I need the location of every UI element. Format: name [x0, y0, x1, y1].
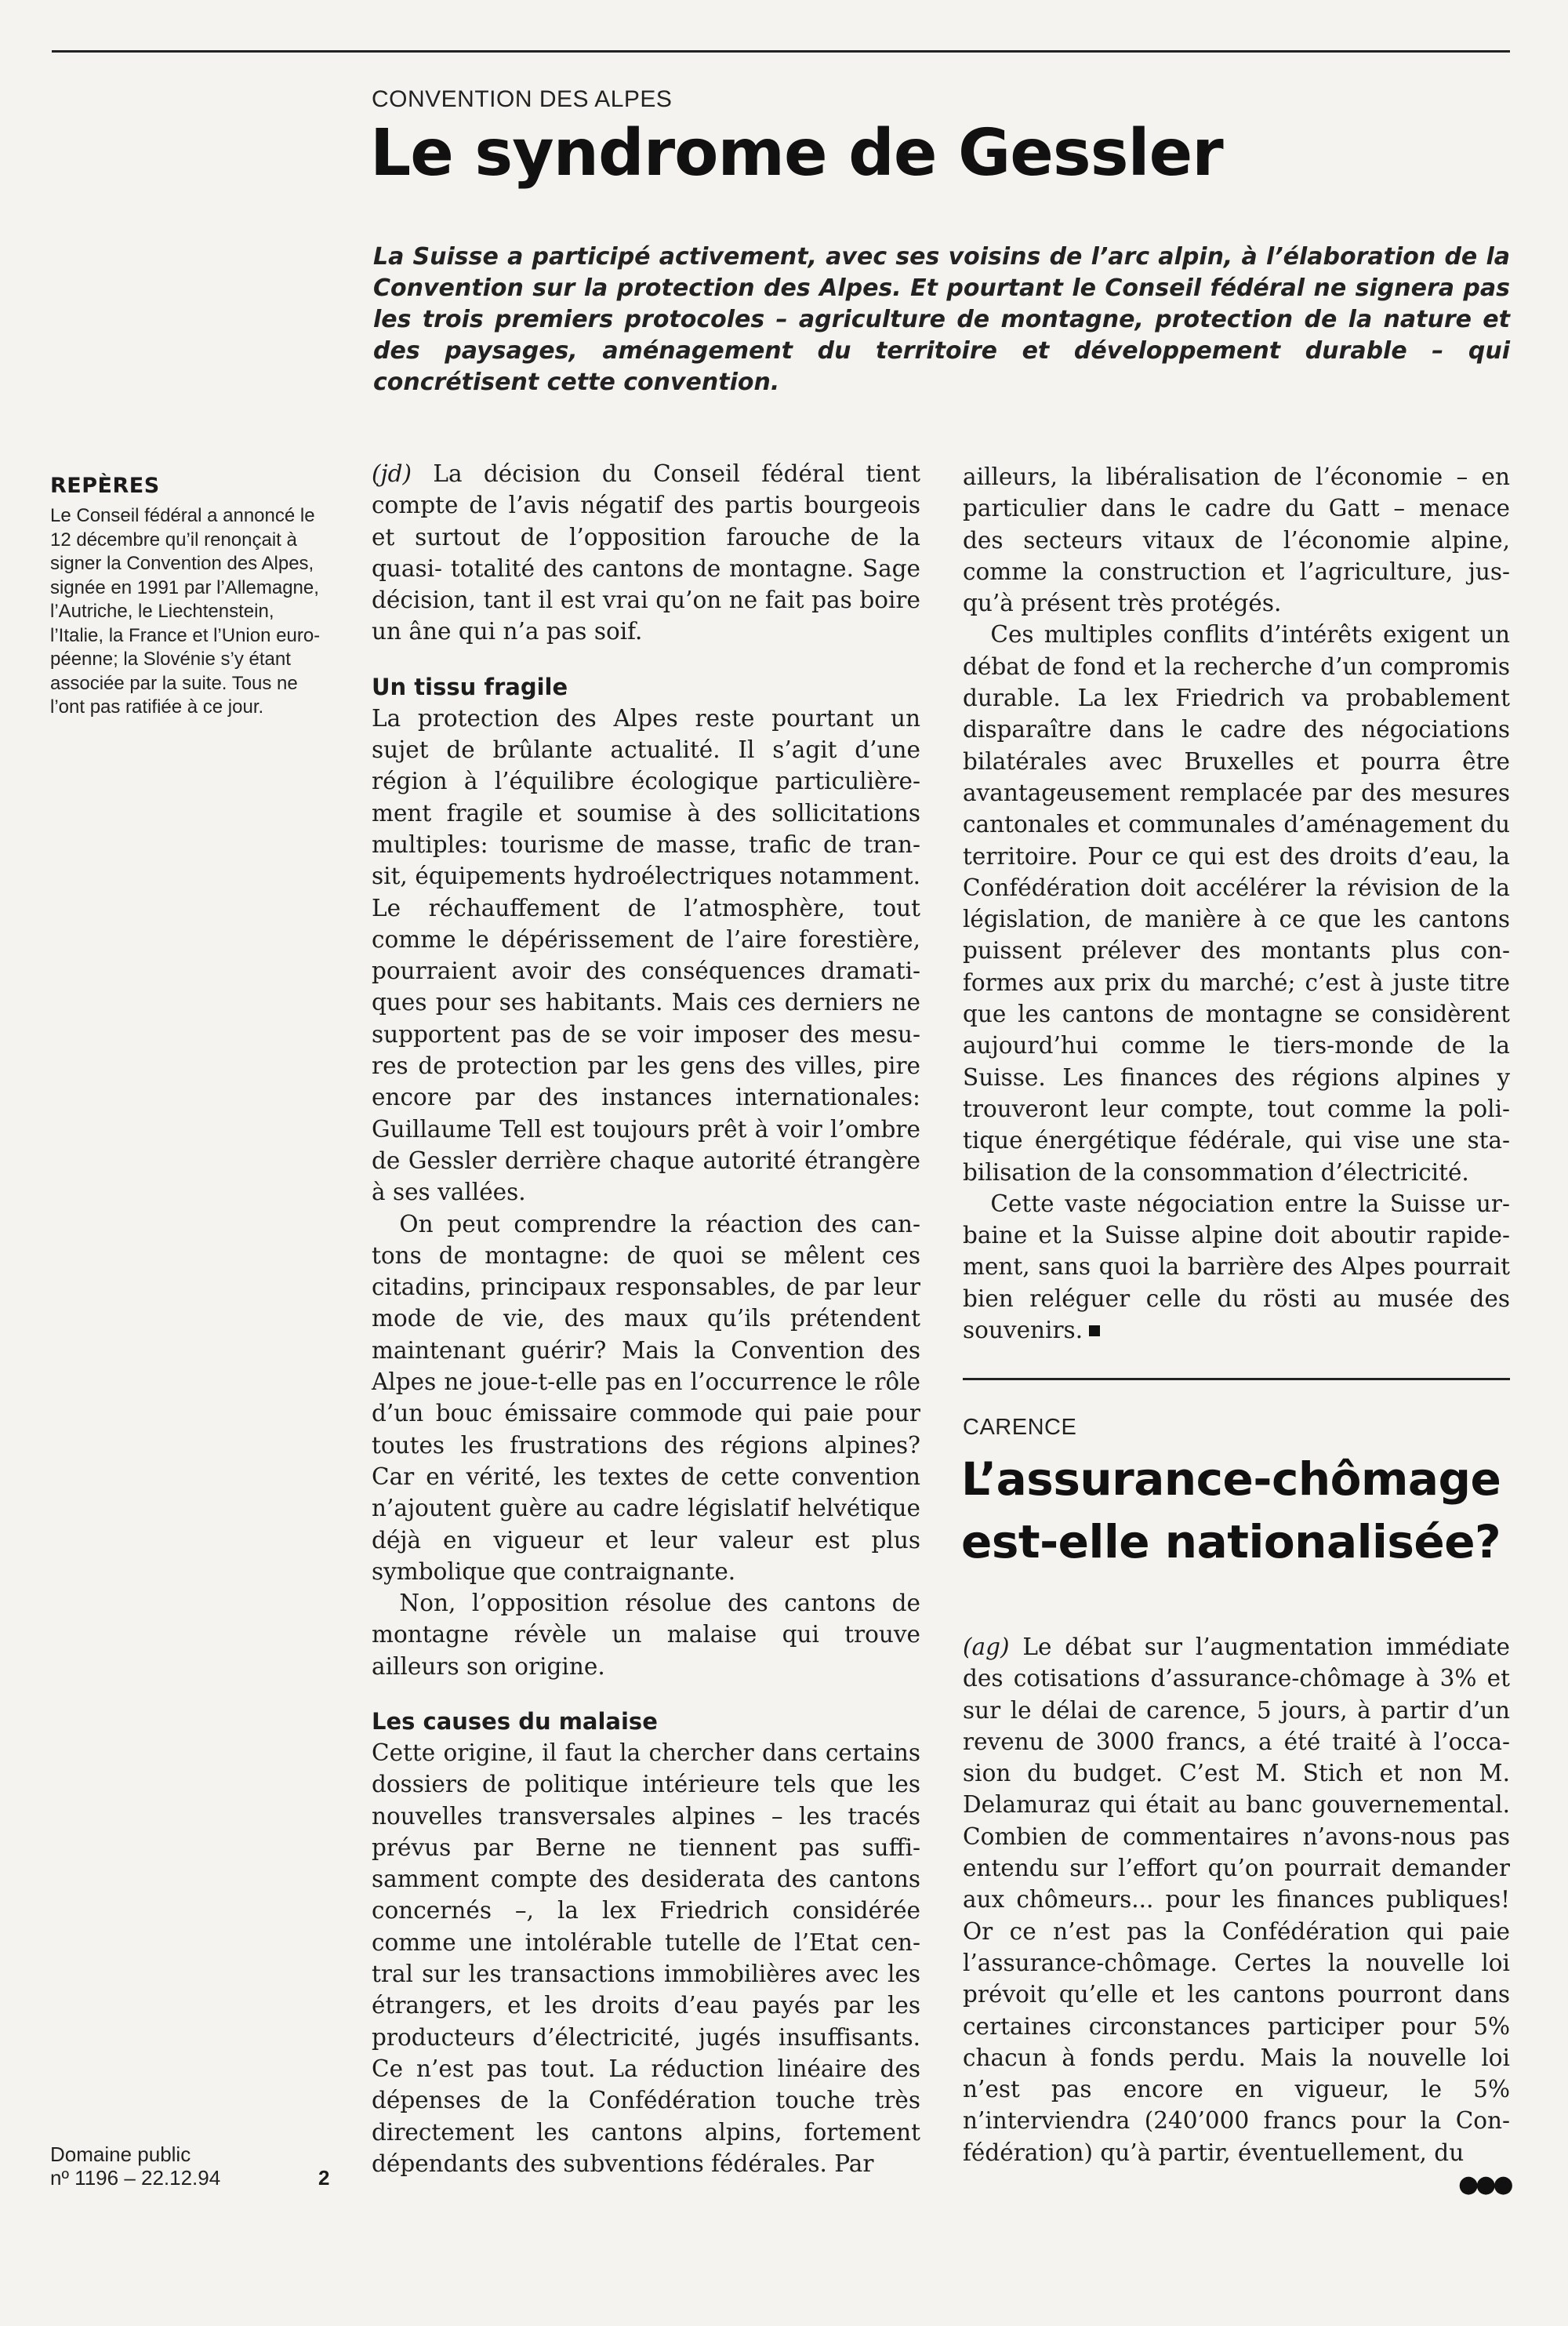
article-kicker: CONVENTION DES ALPES — [372, 86, 673, 112]
article-paragraph: La protection des Alpes reste pourtant un sujet de brûlante actualité. Il s’agit d’une région à l’équilibre écologique particulièrement fragile et soumise à des sollicitations multiples: tourisme de masse, trafic de transit, équipements hydroélectriques notamment. Le réchauffement de l’atmosphère, tout comme le dépérissement de l’aire forestière, pourraient avoir des conséquences dramatiques pour ses habitants. Mais ces derniers ne supportent pas de se voir imposer des mesures de protection par les gens des villes, pire encore par des instances internationales: Guillaume Tell est toujours prêt à voir l’ombre de Gessler derrière chaque autorité étrangère à ses vallées. — [372, 704, 920, 1206]
article-paragraph: Ces multiples conflits d’intérêts exigent un débat de fond et la recherche d’un compromis durable. La lex Friedrich va probablement disparaître dans le cadre des négociations bilatérales avec Bruxelles et pourra être avantageusement remplacée par des mesures cantonales et communales d’aménagement du territoire. Pour ce qui est des droits d’eau, la Confédération doit accélérer la révision de la législation, de manière à ce que les cantons puissent prélever des montants plus conformes aux prix du marché; c’est à juste titre que les cantons de montagne se considèrent aujourd’hui comme le tiers-monde de la Suisse. Les finances des régions alpines y trouveront leur compte, tout comme la politique énergétique fédérale, qui vise une stabilisation de la consommation d’électricité. — [963, 621, 1510, 1186]
sidebar-reperes — [50, 474, 329, 720]
article-paragraph: On peut comprendre la réaction des cantons de montagne: de quoi se mêlent ces citadins, principaux responsables, de par leur mode de vie, des maux qu’ils prétendent maintenant guérir? Mais la Convention des Alpes ne joue-t-elle pas en l’occurrence le rôle d’un bouc émissaire commode qui paie pour toutes les frustrations des régions alpines? Car en vérité, les textes de cette convention n’ajoutent guère au cadre législatif helvétique déjà en vigueur et leur valeur est plus symbolique que contraignante. — [372, 1210, 920, 1585]
byline: (ag) — [963, 1634, 1010, 1660]
article-paragraph: Non, l’opposition résolue des cantons de montagne révèle un malaise qui trouve ailleurs son origine. — [372, 1590, 920, 1680]
section-heading: Un tissu fragile — [372, 673, 568, 700]
section-heading: Les causes du malaise — [372, 1707, 658, 1735]
article-paragraph: Cette vaste négociation entre la Suisse urbaine et la Suisse alpine doit aboutir rapidement, sans quoi la barrière des Alpes pourrait bien reléguer celle du rösti au musée des souvenirs. — [963, 1190, 1510, 1344]
article-paragraph: ailleurs, la libéralisation de l’économie – en particulier dans le cadre du Gatt – menace des secteurs vitaux de l’économie alpine, comme la construction et l’agriculture, jusqu’à présent très protégés. — [963, 463, 1510, 617]
issue-info: nº 1196 – 22.12.94 — [50, 2166, 221, 2190]
article-column-1 — [372, 458, 920, 2179]
top-rule — [52, 50, 1510, 53]
article-divider — [963, 1378, 1510, 1380]
article2-title: L’assurance-chômage est-elle nationalisée? — [961, 1452, 1501, 1568]
continued-icon: ●●● — [1458, 2171, 1511, 2198]
end-of-article-icon — [1089, 1325, 1100, 1336]
article-paragraph: (ag) Le débat sur l’augmentation immédiate des cotisations d’assurance-chômage à 3% et sur le délai de carence, 5 jours, à partir d’un revenu de 3000 francs, a été traité à l’occasion du budget. C’est M. Stich et non M. Delamuraz qui était au banc gouvernemental. Combien de commentaires n’avons-nous pas entendu sur l’effort qu’on pourrait demander aux chômeurs... pour les finances publiques! Or ce n’est pas la Confédération qui paie l’assurance-chômage. Certes la nouvelle loi prévoit qu’elle et les cantons pourront dans certaines circonstances participer pour 5% chacun à fonds perdu. Mais la nouvelle loi n’est pas encore en vigueur, le 5% n’interviendra (240’000 francs pour la Confédération) qu’à partir, éventuellement, du — [963, 1634, 1510, 2166]
footer-publication — [50, 2142, 220, 2190]
article2-kicker: CARENCE — [963, 1415, 1077, 1440]
article-paragraph: Cette origine, il faut la chercher dans certains dossiers de politique intérieure tels que les nouvelles transversales alpines – les tracés prévus par Berne ne tiennent pas suffisamment compte des desiderata des cantons concernés –, la lex Friedrich considérée comme une intolérable tutelle de l’Etat central sur les transactions immobilières avec les étrangers, et les droits d’eau payés par les producteurs d’électricité, jugés insuffisants. Ce n’est pas tout. La réduction linéaire des dépenses de la Confédération touche très directement les cantons alpins, fortement dépendants des subventions fédérales. Par — [372, 1739, 920, 2177]
article-lead: La Suisse a participé activement, avec ses voisins de l’arc alpin, à l’élaboration de la Convention sur la protection des Alpes. Et pourtant le Conseil fédéral ne signera pas les trois premiers protocoles – agriculture de montagne, protection de la nature et des paysages, aménagement du territoire et développement durable – qui concrétisent cette convention. — [373, 243, 1510, 396]
sidebar-heading: REPÈRES — [50, 474, 160, 498]
sidebar-text: Le Conseil fédéral a annoncé le 12 décembre qu’il renonçait à signer la Convention des Alpes, signée en 1991 par l’Allemagne, l’Autriche, le Liechtenstein, l’Italie, la France et l’Union européenne; la Slovénie s’y étant associée par la suite. Tous ne l’ont pas ratifiée à ce jour. — [50, 505, 321, 718]
article-paragraph: (jd) La décision du Conseil fédéral tient compte de l’avis négatif des partis bourgeois et surtout de l’opposition farouche de la quasi- totalité des cantons de montagne. Sage décision, tant il est vrai qu’on ne fait pas boire un âne qui n’a pas soif. — [372, 460, 920, 645]
article-title: Le syndrome de Gessler — [370, 116, 1223, 191]
article2-column — [963, 1631, 1510, 2168]
byline: (jd) — [372, 460, 412, 487]
article-column-2 — [963, 461, 1510, 1346]
page-number: 2 — [318, 2166, 330, 2190]
publication-name: Domaine public — [50, 2142, 191, 2166]
